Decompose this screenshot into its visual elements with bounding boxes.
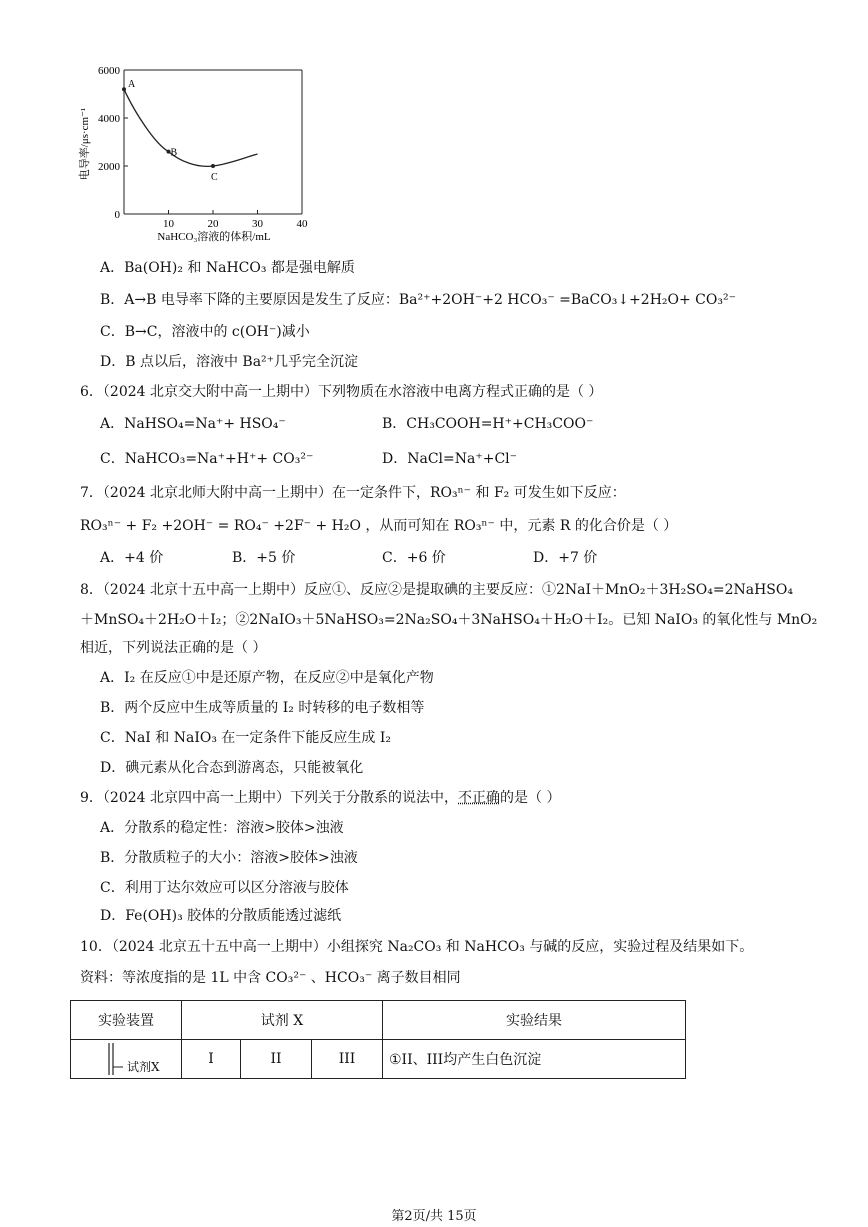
q7-option-d: D．+7 价 (533, 550, 598, 566)
q9-option-a: A．分散系的稳定性：溶液>胶体>浊液 (100, 820, 344, 836)
y-axis-label: 电导率/μs·cm⁻¹ (79, 107, 91, 181)
q6-option-c: C．NaHCO₃=Na⁺+H⁺+ CO₃²⁻ (100, 451, 314, 467)
q5-option-a: A．Ba(OH)₂ 和 NaHCO₃ 都是强电解质 (100, 260, 355, 276)
q7-option-a: A．+4 价 (100, 550, 164, 566)
q9-stem-emphasis: 不正确 (458, 790, 500, 806)
reagent-col-2: II (241, 1040, 312, 1079)
header-device: 实验装置 (71, 1001, 182, 1040)
y-tick-label: 6000 (98, 65, 120, 77)
chart-frame (124, 70, 302, 214)
device-label: 试剂X (127, 1060, 160, 1074)
x-tick-label: 10 (163, 218, 174, 230)
q7-stem: 7．（2024 北京北师大附中高一上期中）在一定条件下，RO₃ⁿ⁻ 和 F₂ 可发生如下反应： (80, 485, 626, 501)
y-tick-label: 4000 (98, 113, 120, 125)
x-tick-label: 30 (252, 218, 263, 230)
q6-option-b: B．CH₃COOH=H⁺+CH₃COO⁻ (382, 416, 594, 432)
q5-option-b: B．A→B 电导率下降的主要原因是发生了反应：Ba²⁺+2OH⁻+2 HCO₃⁻ =BaCO₃↓+2H₂O+ CO₃²⁻ (100, 292, 736, 308)
device-cell (71, 1040, 182, 1079)
q8-option-d: D．碘元素从化合态到游离态，只能被氧化 (100, 760, 364, 776)
q7-option-b: B．+5 价 (232, 550, 296, 566)
point-label: A (128, 79, 136, 91)
x-tick-label: 40 (296, 218, 308, 230)
q10-note: 资料：等浓度指的是 1L 中含 CO₃²⁻ 、HCO₃⁻ 离子数目相同 (80, 970, 461, 986)
x-tick-label: 20 (207, 218, 219, 230)
q7-option-c: C．+6 价 (382, 550, 446, 566)
point-label: B (170, 147, 178, 159)
q10-stem: 10．（2024 北京五十五中高一上期中）小组探究 Na₂CO₃ 和 NaHCO₃ 与碱的反应，实验过程及结果如下。 (80, 939, 754, 955)
q9-stem-pre: 9．（2024 北京四中高一上期中）下列关于分散系的说法中， (80, 790, 458, 806)
x-axis-label: NaHCO₃溶液的体积/mL (157, 231, 271, 243)
q9-option-c: C．利用丁达尔效应可以区分溶液与胶体 (100, 880, 349, 896)
q5-option-c: C．B→C，溶液中的 c(OH⁻)减小 (100, 324, 310, 340)
q8-option-a: A．I₂ 在反应①中是还原产物，在反应②中是氧化产物 (100, 670, 434, 686)
reagent-col-1: I (182, 1040, 241, 1079)
conductivity-chart (74, 62, 314, 247)
header-result: 实验结果 (383, 1001, 686, 1040)
result-cell: ①II、III均产生白色沉淀 (383, 1040, 686, 1079)
q9-stem-post: 的是（ ） (500, 790, 561, 806)
experiment-table (70, 1000, 686, 1079)
q5-option-d: D．B 点以后，溶液中 Ba²⁺几乎完全沉淀 (100, 354, 359, 370)
data-point (122, 87, 126, 91)
header-reagent: 试剂 X (182, 1001, 383, 1040)
q7-equation: RO₃ⁿ⁻ + F₂ +2OH⁻ = RO₄⁻ +2F⁻ + H₂O ，从而可知在 RO₃ⁿ⁻ 中，元素 R 的化合价是（ ） (80, 518, 678, 534)
q8-stem-line1: 8．（2024 北京十五中高一上期中）反应①、反应②是提取碘的主要反应：①2NaI＋MnO₂＋3H₂SO₄=2NaHSO₄ (80, 582, 793, 598)
q8-stem-line2: ＋MnSO₄＋2H₂O＋I₂；②2NaIO₃＋5NaHSO₃=2Na₂SO₄＋3NaHSO₄＋H₂O＋I₂。已知 NaIO₃ 的氧化性与 MnO₂ (80, 612, 818, 628)
y-tick-label: 0 (114, 209, 120, 221)
q6-option-a: A．NaHSO₄=Na⁺+ HSO₄⁻ (100, 416, 286, 432)
y-tick-label: 2000 (98, 161, 120, 173)
page-footer: 第2页/共 15页 (391, 1209, 477, 1224)
data-point (211, 164, 215, 168)
q8-option-b: B．两个反应中生成等质量的 I₂ 时转移的电子数相等 (100, 700, 425, 716)
q9-stem (80, 788, 560, 808)
q9-option-d: D．Fe(OH)₃ 胶体的分散质能透过滤纸 (100, 908, 342, 924)
q8-option-c: C．NaI 和 NaIO₃ 在一定条件下能反应生成 I₂ (100, 730, 391, 746)
q6-stem: 6．（2024 北京交大附中高一上期中）下列物质在水溶液中电离方程式正确的是（ ） (80, 384, 603, 400)
series-line-conductivity (124, 89, 258, 166)
point-label: C (211, 172, 218, 183)
q8-stem-line3: 相近，下列说法正确的是（ ） (80, 640, 267, 656)
reagent-col-3: III (312, 1040, 383, 1079)
table-header-row (71, 1001, 686, 1040)
q6-option-d: D．NaCl=Na⁺+Cl⁻ (382, 451, 518, 467)
table-row (71, 1040, 686, 1079)
q9-option-b: B．分散质粒子的大小：溶液>胶体>浊液 (100, 850, 358, 866)
